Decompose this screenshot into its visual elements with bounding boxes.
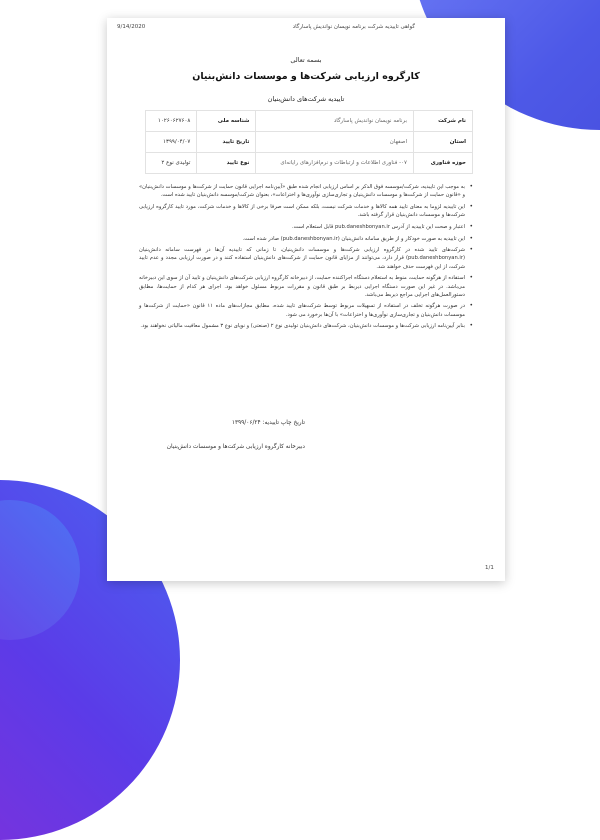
print-date: تاریخ چاپ تاییدیه: ۱۳۹۹/۰۶/۲۴ [231, 420, 305, 426]
terms-list [139, 183, 473, 334]
label-tech-field: حوزه فناوری [414, 153, 473, 174]
table-row [146, 153, 473, 174]
table-row [146, 132, 473, 153]
label-province: استان [414, 132, 473, 153]
list-item: • اعتبار و صحت این تاییدیه از آدرس pub.daneshbonyan.ir قابل استعلام است. [139, 223, 473, 231]
page-subtitle: تاییدیه شرکت‌های دانش‌بنیان [267, 95, 345, 103]
label-approval-type: نوع تایید [197, 153, 256, 174]
list-item: • این تاییدیه لزوما به معنای تایید همه کالاها و خدمات شرکت نیست، بلکه ممکن است صرفا برخی از کالاها و خدمات شرکت، مورد تایید کارگروه ارزیابی شرکت‌ها و موسسات دانش‌بنیان قرار گرفته باشد. [139, 203, 473, 219]
page-title: کارگروه ارزیابی شرکت‌ها و موسسات دانش‌بنیان [192, 71, 420, 82]
page-number: 1/1 [485, 565, 494, 571]
list-item: • این تاییدیه به صورت خودکار و از طریق سامانه دانش‌بنیان (pub.daneshbonyan.ir) صادر شده است. [139, 235, 473, 243]
label-national-id: شناسه ملی [197, 111, 256, 132]
value-company-name: برنامه نویسان نوانديش پاسارگاد [256, 111, 414, 132]
list-item: • شرکت‌های تایید شده در کارگروه ارزیابی شرکت‌ها و موسسات دانش‌بنیان، تا زمانی که تاییدیه آن‌ها در فهرست سامانه دانش‌بنیان (pub.daneshbonyan.ir) قرار دارد، می‌توانند از مزایای قانون حمایت از شرکت‌های دانش‌بنیان استفاده کنند و در صورت ارزیابی مجدد و عدم تایید شرکت، از این فهرست حذف خواهند شد. [139, 246, 473, 271]
value-province: اصفهان [256, 132, 414, 153]
header-date: 9/14/2020 [117, 24, 146, 30]
label-company-name: نام شرکت [414, 111, 473, 132]
basmala: بسمه تعالی [290, 56, 322, 64]
label-approval-date: تاریخ تایید [197, 132, 256, 153]
secretariat-signature: دبیرخانه کارگروه ارزیابی شرکت‌ها و موسسات دانش‌بنیان [166, 444, 305, 450]
company-info-table [145, 110, 473, 174]
value-national-id: ۱۰۲۶۰۶۲۷۶۰۸ [146, 111, 197, 132]
table-row [146, 111, 473, 132]
list-item: • در صورت هرگونه تخلف در استفاده از تسهیلات مربوط توسط شرکت‌های تایید شده، مطابق مجازات‌های ماده ۱۱ قانون «حمایت از شرکت‌ها و موسسات دانش‌بنیان و تجاری‌سازی نوآوری‌ها و اختراعات» با آن‌ها برخورد می شود. [139, 302, 473, 318]
document-page [107, 18, 505, 581]
value-approval-type: تولیدی نوع ۲ [146, 153, 197, 174]
value-tech-field: ۰۷- فناوری اطلاعات و ارتباطات و نرم‌افزارهای رایانه‌ای [256, 153, 414, 174]
list-item: • به موجب این تاییدیه، شرکت/موسسه فوق الذکر بر اساس ارزیابی انجام شده طبق «آیین‌نامه اجرایی قانون حمایت از شرکت‌ها و موسسات دانش‌بنیان» و «قانون حمایت از شرکت‌ها و موسسات دانش‌بنیان و تجاری‌سازی نوآوری‌ها و اختراعات»، بعنوان شرکت/موسسه دانش‌بنیان تایید شده است. [139, 183, 473, 199]
value-approval-date: ۱۳۹۹/۰۴/۰۷ [146, 132, 197, 153]
header-title: گواهی تاییدیه شرکت برنامه نویسان نوانديش پاسارگاد [292, 24, 415, 30]
list-item: • بنابر آیین‌نامه ارزیابی شرکت‌ها و موسسات دانش‌بنیان، شرکت‌های دانش‌بنیان تولیدی نوع ۲ (صنعتی) و نوپای نوع ۳ مشمول معافیت مالیاتی نخواهند بود. [139, 322, 473, 330]
list-item: • استفاده از هرگونه حمایت، منوط به استعلام دستگاه اجراکننده حمایت، از دبیرخانه کارگروه ارزیابی شرکت‌های دانش‌بنیان و تایید آن از سوی این دبیرخانه می‌باشد. در غیر این صورت دستگاه اجرایی ذیربط بر طبق قانون و مقررات مربوط مسئول خواهد بود. اجرای هر کدام از حمایت‌ها، مطابق دستورالعمل‌های اجرایی مراجع ذیربط می‌باشد. [139, 274, 473, 299]
